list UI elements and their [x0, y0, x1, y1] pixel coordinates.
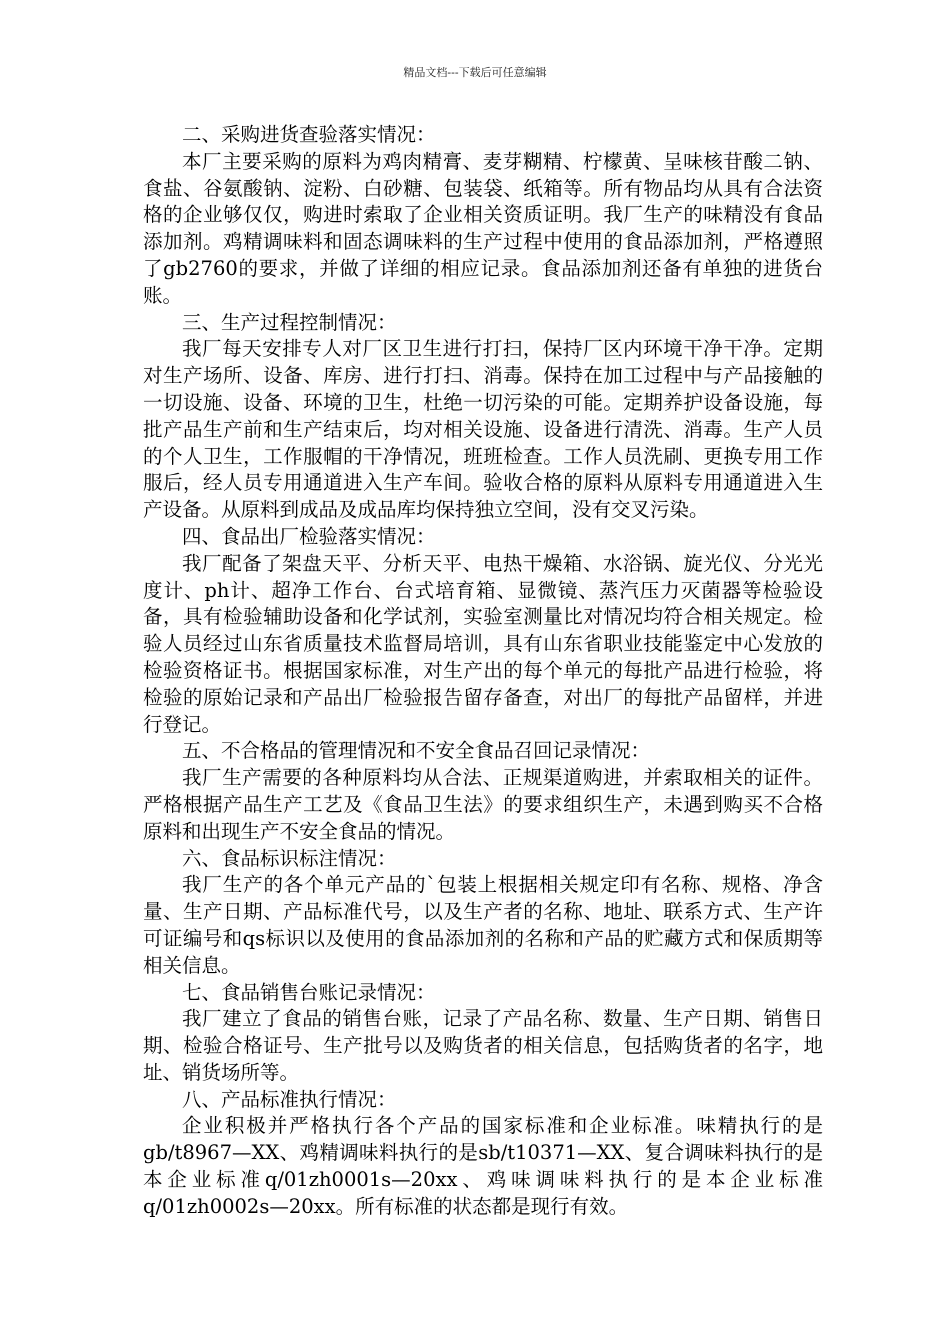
section-body-6: 我厂生产的各个单元产品的`包装上根据相关规定印有名称、规格、净含量、生产日期、产品标准代号，以及生产者的名称、地址、联系方式、生产许可证编号和qs标识以及使用的食品添加剂的名称和产品的贮藏方式和保质期等相关信息。 — [143, 873, 823, 977]
section-body-7: 我厂建立了食品的销售台账，记录了产品名称、数量、生产日期、销售日期、检验合格证号、生产批号以及购货者的相关信息，包括购货者的名字，地址、销货场所等。 — [143, 1007, 823, 1084]
section-heading-5: 五、不合格品的管理情况和不安全食品召回记录情况： — [182, 739, 651, 763]
section-heading-3: 三、生产过程控制情况： — [182, 310, 397, 334]
section-heading-2: 二、采购进货查验落实情况： — [182, 123, 436, 146]
section-heading-4: 四、食品出厂检验落实情况： — [182, 524, 436, 548]
section-heading-6: 六、食品标识标注情况： — [182, 846, 397, 870]
section-body-4: 我厂配备了架盘天平、分析天平、电热干燥箱、水浴锅、旋光仪、分光光度计、ph计、超净工作台、台式培育箱、显微镜、蒸汽压力灭菌器等检验设备，具有检验辅助设备和化学试剂，实验室测量比对情况均符合相关规定。检验人员经过山东省质量技术监督局培训，具有山东省职业技能鉴定中心发放的检验资格证书。根据国家标准，对生产出的每个单元的每批产品进行检验，将检验的原始记录和产品出厂检验报告留存备查，对出厂的每批产品留样，并进行登记。 — [143, 551, 823, 736]
section-heading-8: 八、产品标准执行情况： — [182, 1087, 397, 1111]
section-body-8: 企业积极并严格执行各个产品的国家标准和企业标准。味精执行的是gb/t8967—XX、鸡精调味料执行的是sb/t10371—XX、复合调味料执行的是本企业标准q/01zh0001s—20xx、鸡味调味料执行的是本企业标准q/01zh0002s—20xx。所有标准的状态都是现行有效。 — [143, 1114, 823, 1218]
page-header: 精品文档---下载后可任意编辑 — [403, 66, 547, 79]
document-body — [143, 122, 823, 1221]
section-body-5: 我厂生产需要的各种原料均从合法、正规渠道购进，并索取相关的证件。严格根据产品生产工艺及《食品卫生法》的要求组织生产，未遇到购买不合格原料和出现生产不安全食品的情况。 — [143, 766, 823, 843]
section-body-3: 我厂每天安排专人对厂区卫生进行打扫，保持厂区内环境干净干净。定期对生产场所、设备、库房、进行打扫、消毒。保持在加工过程中与产品接触的一切设施、设备、环境的卫生，杜绝一切污染的可能。定期养护设备设施，每批产品生产前和生产结束后，均对相关设施、设备进行清洗、消毒。生产人员的个人卫生，工作服帽的干净情况，班班检查。工作人员洗刷、更换专用工作服后，经人员专用通道进入生产车间。验收合格的原料从原料专用通道进入生产设备。从原料到成品及成品库均保持独立空间，没有交叉污染。 — [143, 337, 823, 522]
section-heading-7: 七、食品销售台账记录情况： — [182, 980, 436, 1004]
section-body-2: 本厂主要采购的原料为鸡肉精膏、麦芽糊精、柠檬黄、呈味核苷酸二钠、食盐、谷氨酸钠、淀粉、白砂糖、包装袋、纸箱等。所有物品均从具有合法资格的企业够仅仅，购进时索取了企业相关资质证明。我厂生产的味精没有食品添加剂。鸡精调味料和固态调味料的生产过程中使用的食品添加剂，严格遵照了gb2760的要求，并做了详细的相应记录。食品添加剂还备有单独的进货台账。 — [143, 149, 823, 307]
